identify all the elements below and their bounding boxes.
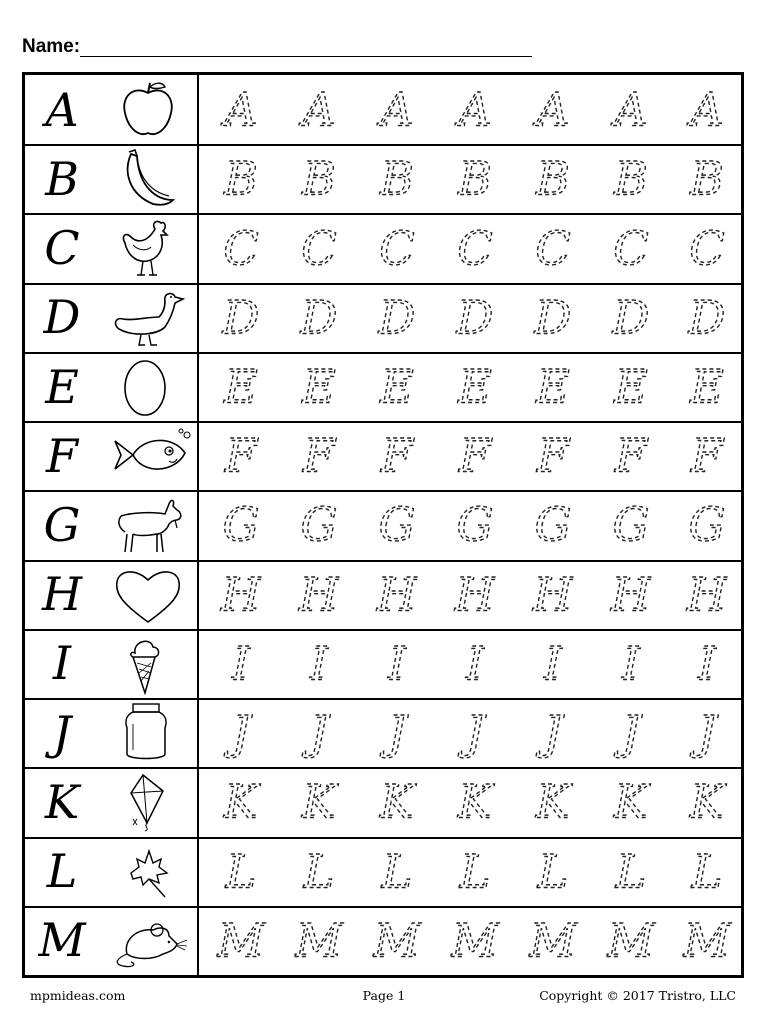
model-letter: B [45, 151, 79, 206]
trace-letter[interactable] [281, 560, 357, 629]
letter-row-i [25, 629, 741, 698]
svg-text:G: G [688, 498, 726, 553]
svg-text:L: L [459, 844, 491, 899]
svg-text:I: I [465, 636, 485, 691]
svg-text:J: J [465, 705, 485, 760]
trace-letter[interactable] [593, 283, 669, 352]
svg-text:A: A [380, 82, 414, 137]
letter-row-g [25, 490, 741, 559]
trace-letter[interactable] [437, 421, 513, 490]
letter-row-d [25, 283, 741, 352]
trace-letter[interactable] [593, 906, 669, 975]
model-letter: E [45, 359, 79, 414]
svg-text:B: B [302, 151, 336, 206]
trace-letter[interactable] [669, 906, 745, 975]
svg-text:G: G [300, 498, 338, 553]
trace-letter[interactable] [281, 490, 357, 559]
svg-text:H: H [610, 567, 652, 622]
svg-text:A: A [536, 82, 570, 137]
trace-letter[interactable] [281, 767, 357, 836]
name-label: Name: [22, 36, 81, 57]
svg-text:M: M [451, 913, 499, 968]
trace-letter[interactable] [669, 698, 745, 767]
footer-site: mpmideas.com [30, 988, 126, 1003]
svg-text:F: F [615, 428, 647, 483]
svg-text:B: B [614, 151, 648, 206]
svg-text:F: F [381, 428, 413, 483]
trace-letter[interactable] [359, 144, 435, 213]
trace-letter[interactable] [593, 213, 669, 282]
svg-text:K: K [535, 775, 571, 830]
svg-text:C: C [301, 221, 337, 276]
trace-letter[interactable] [437, 352, 513, 421]
svg-text:C: C [613, 221, 649, 276]
trace-letter[interactable] [515, 767, 591, 836]
row-divider [25, 421, 741, 423]
svg-text:L: L [537, 844, 569, 899]
trace-letter[interactable] [593, 421, 669, 490]
trace-letter[interactable] [515, 698, 591, 767]
trace-letter[interactable] [359, 283, 435, 352]
trace-letter[interactable] [515, 421, 591, 490]
svg-text:G: G [222, 498, 260, 553]
trace-letter[interactable] [515, 837, 591, 906]
trace-letter[interactable] [437, 629, 513, 698]
letter-row-b [25, 144, 741, 213]
row-divider [25, 490, 741, 492]
letter-row-f [25, 421, 741, 490]
model-letter: M [38, 913, 86, 968]
letter-row-a [25, 75, 741, 144]
svg-text:I: I [697, 636, 717, 691]
svg-text:H: H [686, 567, 728, 622]
svg-text:C: C [223, 221, 259, 276]
svg-text:D: D [688, 290, 726, 345]
trace-letter[interactable] [281, 144, 357, 213]
row-divider [25, 698, 741, 700]
svg-text:M: M [295, 913, 343, 968]
trace-letter[interactable] [593, 629, 669, 698]
svg-text:C: C [689, 221, 725, 276]
trace-letter[interactable] [203, 767, 279, 836]
svg-text:F: F [459, 428, 491, 483]
svg-text:K: K [689, 775, 725, 830]
svg-text:D: D [612, 290, 650, 345]
letter-row-l [25, 837, 741, 906]
svg-text:A: A [690, 82, 724, 137]
svg-text:I: I [309, 636, 329, 691]
trace-letter[interactable] [437, 75, 513, 144]
svg-text:J: J [543, 705, 563, 760]
mouse-icon [103, 910, 193, 972]
svg-text:A: A [458, 82, 492, 137]
svg-text:D: D [378, 290, 416, 345]
trace-letter[interactable] [515, 213, 591, 282]
trace-letter[interactable] [437, 213, 513, 282]
trace-letter[interactable] [593, 352, 669, 421]
trace-letter[interactable] [281, 213, 357, 282]
svg-text:B: B [224, 151, 258, 206]
trace-letter[interactable] [669, 490, 745, 559]
svg-text:E: E [380, 359, 414, 414]
trace-letter[interactable] [669, 421, 745, 490]
trace-letter[interactable] [203, 629, 279, 698]
svg-text:E: E [458, 359, 492, 414]
footer-copyright: Copyright © 2017 Tristro, LLC [539, 988, 736, 1003]
svg-text:D: D [534, 290, 572, 345]
svg-text:E: E [224, 359, 258, 414]
trace-letter[interactable] [281, 352, 357, 421]
trace-letter[interactable] [359, 213, 435, 282]
trace-letter[interactable] [281, 75, 357, 144]
svg-text:C: C [535, 221, 571, 276]
svg-text:E: E [614, 359, 648, 414]
trace-letter[interactable] [203, 75, 279, 144]
trace-letter[interactable] [359, 352, 435, 421]
trace-letter[interactable] [593, 490, 669, 559]
svg-text:B: B [458, 151, 492, 206]
trace-letter[interactable] [437, 490, 513, 559]
svg-text:M: M [607, 913, 655, 968]
trace-letter[interactable] [669, 629, 745, 698]
svg-text:A: A [614, 82, 648, 137]
svg-text:L: L [615, 844, 647, 899]
svg-text:L: L [303, 844, 335, 899]
svg-text:I: I [231, 636, 251, 691]
egg-icon [103, 356, 193, 418]
trace-letter[interactable] [437, 767, 513, 836]
svg-text:H: H [454, 567, 496, 622]
svg-text:L: L [225, 844, 257, 899]
trace-letter[interactable] [515, 352, 591, 421]
trace-letter[interactable] [281, 629, 357, 698]
svg-text:A: A [224, 82, 258, 137]
letter-row-k [25, 767, 741, 836]
svg-text:F: F [691, 428, 723, 483]
trace-letter[interactable] [203, 213, 279, 282]
trace-letter[interactable] [203, 698, 279, 767]
trace-letter[interactable] [515, 283, 591, 352]
trace-letter[interactable] [203, 352, 279, 421]
svg-text:J: J [231, 705, 251, 760]
svg-text:A: A [302, 82, 336, 137]
trace-letter[interactable] [281, 837, 357, 906]
trace-letter[interactable] [515, 629, 591, 698]
trace-letter[interactable] [437, 283, 513, 352]
svg-text:J: J [309, 705, 329, 760]
chicken-icon [103, 217, 193, 279]
trace-letter[interactable] [203, 283, 279, 352]
trace-letter[interactable] [515, 560, 591, 629]
trace-letter[interactable] [515, 906, 591, 975]
model-letter: C [44, 221, 80, 276]
trace-letter[interactable] [359, 75, 435, 144]
tracing-worksheet [22, 72, 744, 978]
trace-letter[interactable] [203, 906, 279, 975]
svg-text:B: B [536, 151, 570, 206]
apple-icon [103, 79, 193, 141]
svg-text:C: C [457, 221, 493, 276]
trace-letter[interactable] [359, 490, 435, 559]
svg-text:L: L [691, 844, 723, 899]
trace-letter[interactable] [669, 75, 745, 144]
svg-text:K: K [301, 775, 337, 830]
svg-text:M: M [373, 913, 421, 968]
trace-letter[interactable] [669, 560, 745, 629]
svg-text:G: G [456, 498, 494, 553]
row-divider [25, 352, 741, 354]
svg-text:F: F [303, 428, 335, 483]
fish-icon [103, 425, 193, 487]
trace-letter[interactable] [593, 767, 669, 836]
svg-text:L: L [381, 844, 413, 899]
trace-letter[interactable] [515, 75, 591, 144]
svg-text:M: M [529, 913, 577, 968]
model-letter: D [43, 290, 81, 345]
letter-row-h [25, 560, 741, 629]
trace-letter[interactable] [515, 490, 591, 559]
heart-icon [103, 564, 193, 626]
svg-text:K: K [457, 775, 493, 830]
svg-text:I: I [621, 636, 641, 691]
trace-letter[interactable] [593, 698, 669, 767]
model-letter: I [52, 636, 72, 691]
svg-text:B: B [380, 151, 414, 206]
svg-text:E: E [536, 359, 570, 414]
trace-letter[interactable] [437, 906, 513, 975]
trace-letter[interactable] [669, 213, 745, 282]
trace-letter[interactable] [281, 906, 357, 975]
trace-letter[interactable] [669, 283, 745, 352]
trace-letter[interactable] [359, 906, 435, 975]
row-divider [25, 144, 741, 146]
model-letter: G [43, 497, 81, 552]
trace-letter[interactable] [281, 421, 357, 490]
trace-letter[interactable] [437, 144, 513, 213]
svg-text:J: J [697, 705, 717, 760]
row-divider [25, 629, 741, 631]
svg-text:M: M [217, 913, 265, 968]
svg-text:H: H [220, 567, 262, 622]
svg-text:D: D [222, 290, 260, 345]
svg-text:E: E [690, 359, 724, 414]
name-underline [80, 56, 532, 57]
model-letter: A [45, 82, 79, 137]
banana-icon [103, 148, 193, 210]
trace-letter[interactable] [593, 837, 669, 906]
ice-cream-icon [103, 633, 193, 695]
trace-letter[interactable] [203, 837, 279, 906]
trace-letter[interactable] [669, 837, 745, 906]
svg-text:H: H [376, 567, 418, 622]
svg-text:F: F [537, 428, 569, 483]
letter-row-e [25, 352, 741, 421]
trace-letter[interactable] [281, 283, 357, 352]
model-letter: H [41, 567, 83, 622]
svg-text:H: H [298, 567, 340, 622]
trace-letter[interactable] [437, 560, 513, 629]
trace-letter[interactable] [669, 767, 745, 836]
trace-letter[interactable] [359, 698, 435, 767]
duck-icon [103, 287, 193, 349]
trace-letter[interactable] [437, 837, 513, 906]
trace-letter[interactable] [437, 698, 513, 767]
svg-text:E: E [302, 359, 336, 414]
svg-text:K: K [223, 775, 259, 830]
trace-letter[interactable] [593, 75, 669, 144]
trace-letter[interactable] [281, 698, 357, 767]
letter-row-c [25, 213, 741, 282]
svg-text:I: I [387, 636, 407, 691]
trace-letter[interactable] [359, 421, 435, 490]
svg-text:D: D [456, 290, 494, 345]
svg-text:D: D [300, 290, 338, 345]
trace-letter[interactable] [203, 490, 279, 559]
svg-text:G: G [612, 498, 650, 553]
goat-icon [103, 494, 193, 556]
svg-text:H: H [532, 567, 574, 622]
trace-letter[interactable] [359, 629, 435, 698]
trace-letter[interactable] [203, 144, 279, 213]
row-divider [25, 767, 741, 769]
model-letter: K [44, 774, 80, 829]
letter-row-j [25, 698, 741, 767]
svg-text:C: C [379, 221, 415, 276]
row-divider [25, 906, 741, 908]
trace-letter[interactable] [203, 421, 279, 490]
svg-text:G: G [534, 498, 572, 553]
row-divider [25, 283, 741, 285]
svg-text:B: B [690, 151, 724, 206]
model-letter: J [52, 705, 72, 760]
trace-letter[interactable] [593, 560, 669, 629]
trace-letter[interactable] [359, 767, 435, 836]
row-divider [25, 837, 741, 839]
letter-row-m [25, 906, 741, 975]
footer-page-number: Page 1 [362, 988, 406, 1003]
svg-text:J: J [621, 705, 641, 760]
model-letter: F [46, 428, 78, 483]
row-divider [25, 213, 741, 215]
model-letter: L [46, 844, 78, 899]
trace-letter[interactable] [669, 144, 745, 213]
trace-letter[interactable] [593, 144, 669, 213]
svg-text:F: F [225, 428, 257, 483]
trace-letter[interactable] [515, 144, 591, 213]
svg-text:I: I [543, 636, 563, 691]
svg-text:G: G [378, 498, 416, 553]
trace-letter[interactable] [203, 560, 279, 629]
svg-text:K: K [613, 775, 649, 830]
name-field[interactable] [22, 36, 542, 60]
kite-icon [103, 771, 193, 833]
svg-text:K: K [379, 775, 415, 830]
row-divider [25, 560, 741, 562]
trace-letter[interactable] [359, 837, 435, 906]
trace-letter[interactable] [669, 352, 745, 421]
svg-text:M: M [683, 913, 731, 968]
trace-letter[interactable] [359, 560, 435, 629]
leaf-icon [103, 841, 193, 903]
jar-icon [103, 702, 193, 764]
svg-text:J: J [387, 705, 407, 760]
